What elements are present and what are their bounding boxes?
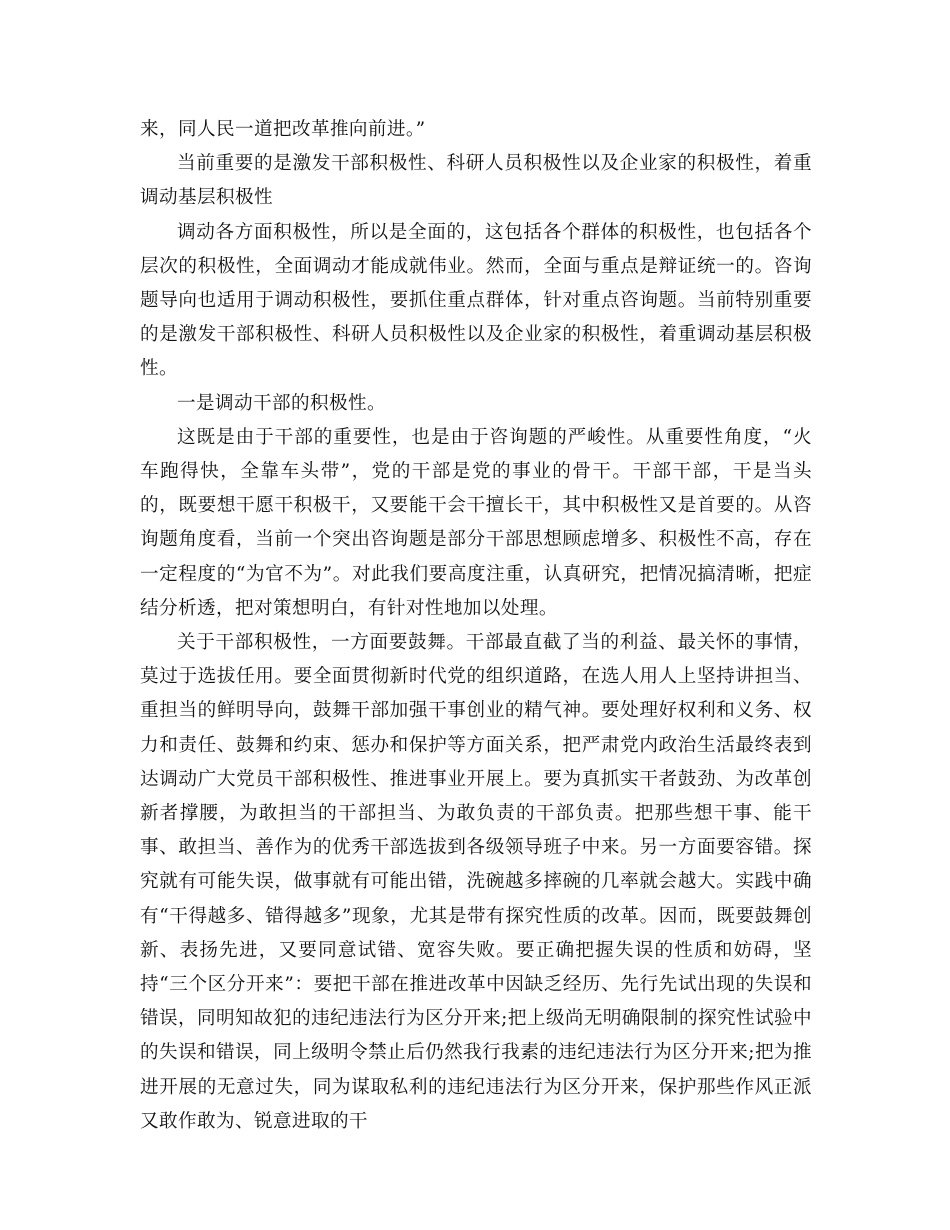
paragraph-comprehensive: 调动各方面积极性，所以是全面的，这包括各个群体的积极性，也包括各个层次的积极性，全面调动才能成就伟业。然而，全面与重点是辩证统一的。咨询题导向也适用于调动积极性，要抓住重点群体，针对重点咨询题。当前特别重要的是激发干部积极性、科研人员积极性以及企业家的积极性，着重调动基层积极性。 [140, 221, 812, 380]
paragraph-importance: 这既是由于干部的重要性，也是由于咨询题的严峻性。从重要性角度，“火车跑得快，全靠车头带”，党的干部是党的事业的骨干。干部干部，干是当头的，既要想干愿干积极干，又要能干会干擅长干，其中积极性又是首要的。从咨询题角度看，当前一个突出咨询题是部分干部思想顾虑增多、积极性不高，存在一定程度的“为官不为”。对此我们要高度注重，认真研究，把情况搞清晰，把症结分析透，把对策想明白，有针对性地加以处理。 [140, 426, 812, 619]
paragraph-continuation: 来，同人民一道把改革推向前进。” [140, 119, 426, 140]
paragraph-point-one: 一是调动干部的积极性。 [177, 392, 386, 414]
paragraph-encourage-tolerate: 关于干部积极性，一方面要鼓舞。干部最直截了当的利益、最关怀的事情，莫过于选拔任用。要全面贯彻新时代党的组织道路，在选人用人上坚持讲担当、重担当的鲜明导向，鼓舞干部加强干事创业的精气神。要处理好权利和义务、权力和责任、鼓舞和约束、惩办和保护等方面关系，把严肃党内政治生活最终表到达调动广大党员干部积极性、推进事业开展上。要为真抓实干者鼓劲、为改革创新者撑腰，为敢担当的干部担当、为敢负责的干部负责。把那些想干事、能干事、敢担当、善作为的优秀干部选拔到各级领导班子中来。另一方面要容错。探究就有可能失误，做事就有可能出错，洗碗越多摔碗的几率就会越大。实践中确有“干得越多、错得越多”现象，尤其是带有探究性质的改革。因而，既要鼓舞创新、表扬先进，又要同意试错、宽容失败。要正确把握失误的性质和妨碍，坚持“三个区分开来”：要把干部在推进改革中因缺乏经历、先行先试出现的失误和错误，同明知故犯的违纪违法行为区分开来;把上级尚无明确限制的探究性试验中的失误和错误，同上级明令禁止后仍然我行我素的违纪违法行为区分开来;把为推进开展的无意过失，同为谋取私利的违纪违法行为区分开来，保护那些作风正派又敢作敢为、锐意进取的干 [140, 632, 812, 1132]
document-body [140, 113, 812, 1139]
paragraph-heading-stimulate: 当前重要的是激发干部积极性、科研人员积极性以及企业家的积极性，着重调动基层积极性 [140, 153, 812, 209]
